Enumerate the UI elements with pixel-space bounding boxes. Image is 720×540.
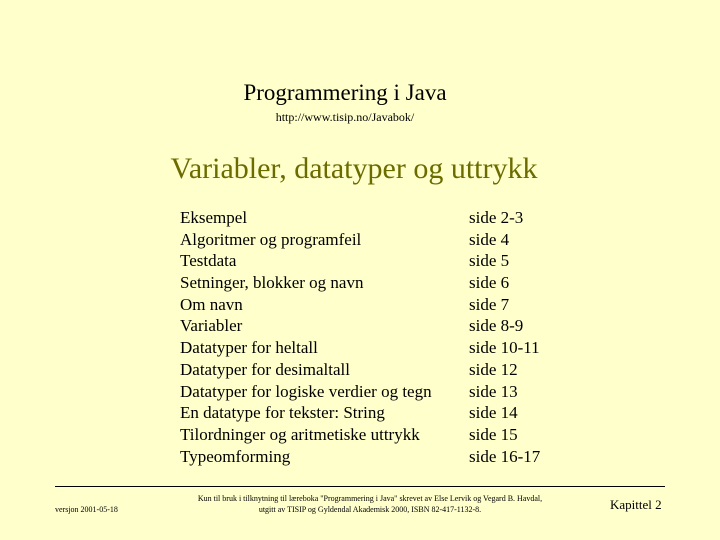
toc-row — [180, 381, 560, 403]
table-of-contents — [180, 207, 560, 467]
chapter-title: Variabler, datatyper og uttrykk — [170, 152, 538, 185]
toc-page: side 4 — [469, 229, 510, 249]
toc-page: side 7 — [469, 294, 510, 314]
toc-row — [180, 294, 560, 316]
toc-row — [180, 424, 560, 446]
book-title: Programmering i Java — [243, 80, 447, 105]
toc-page: side 13 — [469, 381, 518, 401]
toc-page: side 12 — [469, 359, 518, 379]
toc-label: En datatype for tekster: String — [180, 403, 385, 423]
toc-page: side 2-3 — [469, 208, 524, 227]
toc-label: Datatyper for desimaltall — [180, 359, 350, 379]
version-label: versjon 2001-05-18 — [55, 505, 118, 514]
toc-label: Variabler — [180, 316, 243, 336]
toc-row — [180, 229, 560, 251]
toc-label: Setninger, blokker og navn — [180, 273, 364, 293]
toc-page: side 15 — [469, 424, 518, 444]
toc-label: Testdata — [180, 251, 237, 271]
toc-label: Algoritmer og programfeil — [180, 229, 362, 249]
toc-page: side 14 — [469, 403, 518, 423]
toc-label: Om navn — [180, 294, 243, 314]
toc-label: Typeomforming — [180, 446, 291, 466]
toc-label: Datatyper for heltall — [180, 338, 318, 358]
toc-row — [180, 272, 560, 294]
book-url[interactable]: http://www.tisip.no/Javabok/ — [275, 110, 415, 124]
toc-page: side 16-17 — [469, 446, 541, 466]
footer-notice-line: utgitt av TISIP og Gyldendal Akademisk 2000, ISBN 82-417-1132-8. — [258, 505, 482, 514]
toc-row — [180, 337, 560, 359]
toc-page: side 5 — [469, 251, 510, 271]
toc-page: side 10-11 — [469, 338, 540, 358]
toc-row — [180, 446, 560, 468]
footer-divider — [55, 486, 665, 487]
toc-row — [180, 315, 560, 337]
toc-label: Datatyper for logiske verdier og tegn — [180, 381, 432, 401]
toc-row — [180, 250, 560, 272]
chapter-label: Kapittel 2 — [610, 497, 662, 512]
toc-row — [180, 402, 560, 424]
toc-row — [180, 359, 560, 381]
toc-row — [180, 207, 560, 229]
footer-notice-line: Kun til bruk i tilknytning til læreboka "Programmering i Java" skrevet av Else Lervik og Vegard B. Havdal, — [197, 494, 543, 503]
toc-page: side 8-9 — [469, 316, 524, 336]
toc-label: Eksempel — [180, 208, 248, 227]
toc-label: Tilordninger og aritmetiske uttrykk — [180, 424, 420, 444]
toc-page: side 6 — [469, 273, 510, 293]
footer-notice — [170, 493, 570, 515]
